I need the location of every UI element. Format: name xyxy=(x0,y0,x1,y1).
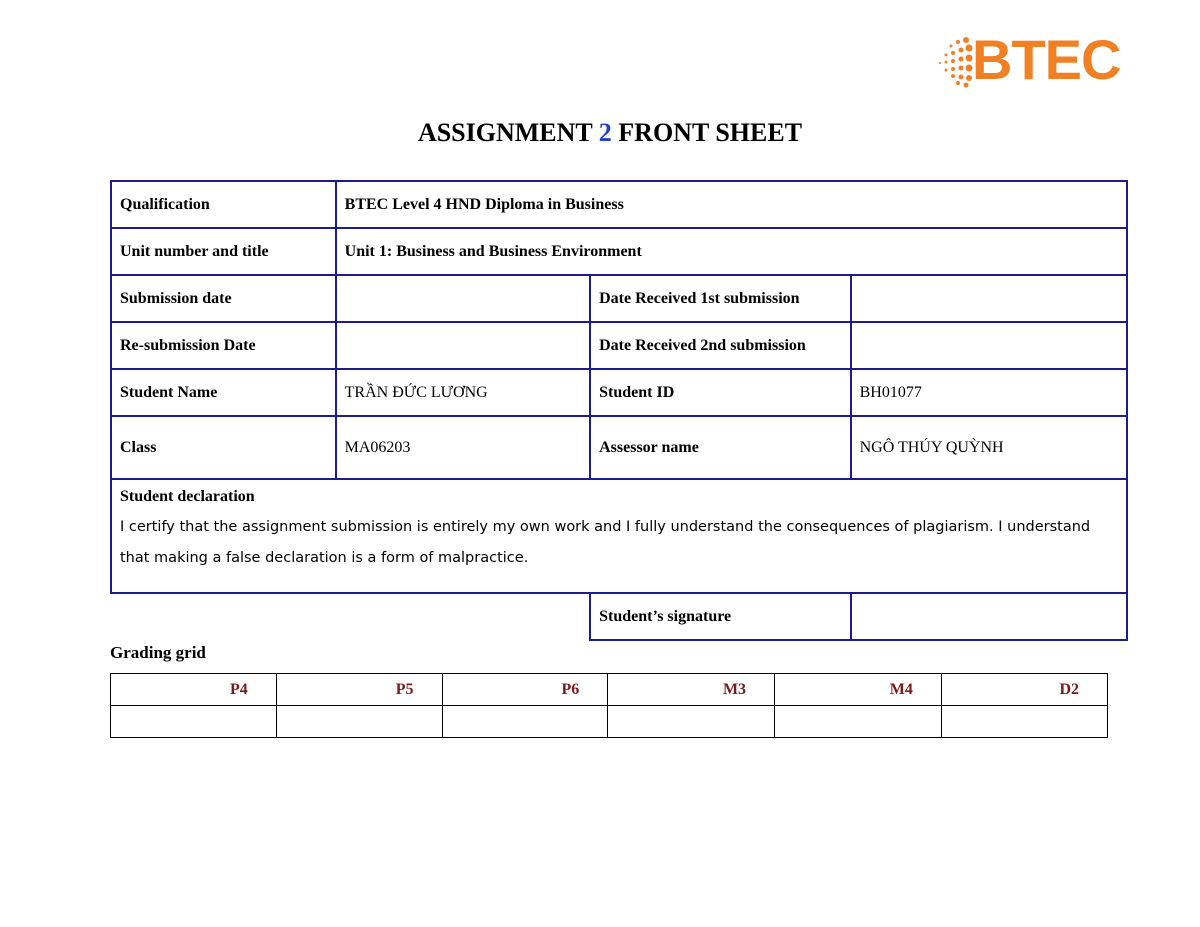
title-suffix: FRONT SHEET xyxy=(611,118,803,147)
qualification-value: BTEC Level 4 HND Diploma in Business xyxy=(336,181,1127,228)
unit-row xyxy=(111,228,1127,275)
grading-grid xyxy=(110,673,1108,738)
grade-header-d2: D2 xyxy=(941,674,1107,706)
received-2nd-label: Date Received 2nd submission xyxy=(590,322,850,369)
grade-cell-p5[interactable] xyxy=(276,706,442,738)
student-declaration xyxy=(111,479,1127,593)
signature-field[interactable] xyxy=(851,593,1127,640)
grade-header-p6: P6 xyxy=(442,674,608,706)
grade-cell-m3[interactable] xyxy=(608,706,775,738)
resubmission-date-field[interactable] xyxy=(336,322,590,369)
page-title xyxy=(0,118,1200,148)
assessor-value: NGÔ THÚY QUỲNH xyxy=(851,416,1127,479)
logo-text: BTEC xyxy=(972,28,1121,91)
grading-header-row xyxy=(111,674,1108,706)
received-1st-label: Date Received 1st submission xyxy=(590,275,850,322)
student-name-value: TRẦN ĐỨC LƯƠNG xyxy=(336,369,590,416)
grade-header-m3: M3 xyxy=(608,674,775,706)
front-sheet-table xyxy=(110,180,1128,641)
resubmission-row xyxy=(111,322,1127,369)
btec-logo xyxy=(936,28,1122,91)
class-value: MA06203 xyxy=(336,416,590,479)
unit-value: Unit 1: Business and Business Environment xyxy=(336,228,1127,275)
title-number: 2 xyxy=(598,118,612,147)
signature-row xyxy=(111,593,1127,640)
grading-grid-title: Grading grid xyxy=(110,643,206,662)
signature-label: Student’s signature xyxy=(590,593,850,640)
student-id-value: BH01077 xyxy=(851,369,1127,416)
grade-cell-p4[interactable] xyxy=(111,706,277,738)
declaration-text: I certify that the assignment submission is entirely my own work and I fully understand the consequences of plagiarism. I understand that making a false declaration is a form of malpractice. xyxy=(120,519,1091,566)
submission-row xyxy=(111,275,1127,322)
grade-cell-p6[interactable] xyxy=(442,706,608,738)
declaration-title: Student declaration xyxy=(120,488,255,505)
qualification-row xyxy=(111,181,1127,228)
submission-date-field[interactable] xyxy=(336,275,590,322)
dot-burst-icon xyxy=(936,34,976,90)
signature-spacer xyxy=(111,593,590,640)
received-1st-field[interactable] xyxy=(851,275,1127,322)
received-2nd-field[interactable] xyxy=(851,322,1127,369)
student-id-label: Student ID xyxy=(590,369,850,416)
qualification-label: Qualification xyxy=(111,181,336,228)
student-name-label: Student Name xyxy=(111,369,336,416)
student-row xyxy=(111,369,1127,416)
title-prefix: ASSIGNMENT xyxy=(417,118,599,147)
declaration-row xyxy=(111,479,1127,593)
class-label: Class xyxy=(111,416,336,479)
resubmission-date-label: Re-submission Date xyxy=(111,322,336,369)
grade-header-p4: P4 xyxy=(111,674,277,706)
class-row xyxy=(111,416,1127,479)
unit-label: Unit number and title xyxy=(111,228,336,275)
submission-date-label: Submission date xyxy=(111,275,336,322)
grade-cell-m4[interactable] xyxy=(775,706,942,738)
grading-value-row xyxy=(111,706,1108,738)
grade-header-m4: M4 xyxy=(775,674,942,706)
grade-cell-d2[interactable] xyxy=(941,706,1107,738)
assessor-label: Assessor name xyxy=(590,416,850,479)
grade-header-p5: P5 xyxy=(276,674,442,706)
